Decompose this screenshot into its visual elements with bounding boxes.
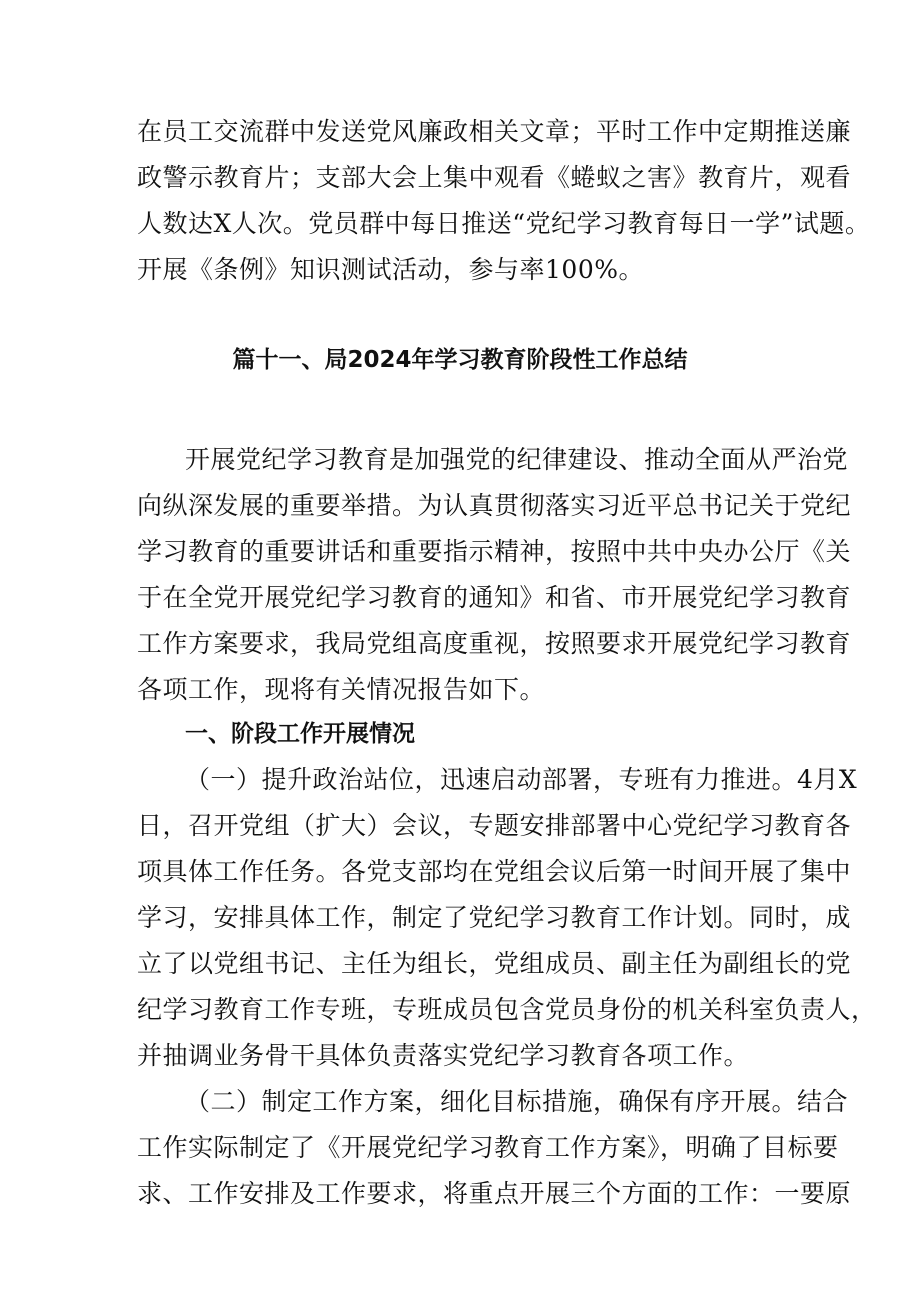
para2-line-5: 立了以党组书记、主任为组长，党组成员、副主任为副组长的党 — [137, 949, 852, 978]
para1-line-2: 向纵深发展的重要举措。为认真贯彻落实习近平总书记关于党纪 — [137, 491, 852, 520]
para3-line-3: 求、工作安排及工作要求，将重点开展三个方面的工作：一要原 — [137, 1179, 852, 1208]
para2-line-2: 日，召开党组（扩大）会议，专题安排部署中心党纪学习教育各 — [137, 811, 852, 840]
para2-line-4: 学习，安排具体工作，制定了党纪学习教育工作计划。同时，成 — [137, 903, 852, 932]
para1-line-5: 工作方案要求，我局党组高度重视，按照要求开展党纪学习教育 — [137, 629, 852, 658]
para2-line-6: 纪学习教育工作专班，专班成员包含党员身份的机关科室负责人， — [137, 995, 877, 1024]
heading-stage-work: 一、阶段工作开展情况 — [185, 721, 415, 747]
section-title: 篇十一、局2024年学习教育阶段性工作总结 — [232, 347, 688, 373]
intro-line-3: 人数达X人次。党员群中每日推送“党纪学习教育每日一学”试题。 — [137, 209, 871, 238]
intro-line-4: 开展《条例》知识测试活动，参与率100%。 — [137, 255, 644, 284]
para3-line-1: （二）制定工作方案，细化目标措施，确保有序开展。结合 — [185, 1087, 849, 1116]
intro-line-1: 在员工交流群中发送党风廉政相关文章；平时工作中定期推送廉 — [137, 117, 852, 146]
para1-line-6: 各项工作，现将有关情况报告如下。 — [137, 675, 546, 704]
para2-line-7: 并抽调业务骨干具体负责落实党纪学习教育各项工作。 — [137, 1041, 750, 1070]
para1-line-1: 开展党纪学习教育是加强党的纪律建设、推动全面从严治党 — [185, 445, 849, 474]
para1-line-4: 于在全党开展党纪学习教育的通知》和省、市开展党纪学习教育 — [137, 583, 852, 612]
para2-line-3: 项具体工作任务。各党支部均在党组会议后第一时间开展了集中 — [137, 857, 852, 886]
intro-line-2: 政警示教育片；支部大会上集中观看《蜷蚁之害》教育片，观看 — [137, 163, 852, 192]
para3-line-2: 工作实际制定了《开展党纪学习教育工作方案》，明确了目标要 — [137, 1133, 839, 1162]
para2-line-1: （一）提升政治站位，迅速启动部署，专班有力推进。4月X — [185, 765, 858, 794]
para1-line-3: 学习教育的重要讲话和重要指示精神，按照中共中央办公厅《关 — [137, 537, 852, 566]
